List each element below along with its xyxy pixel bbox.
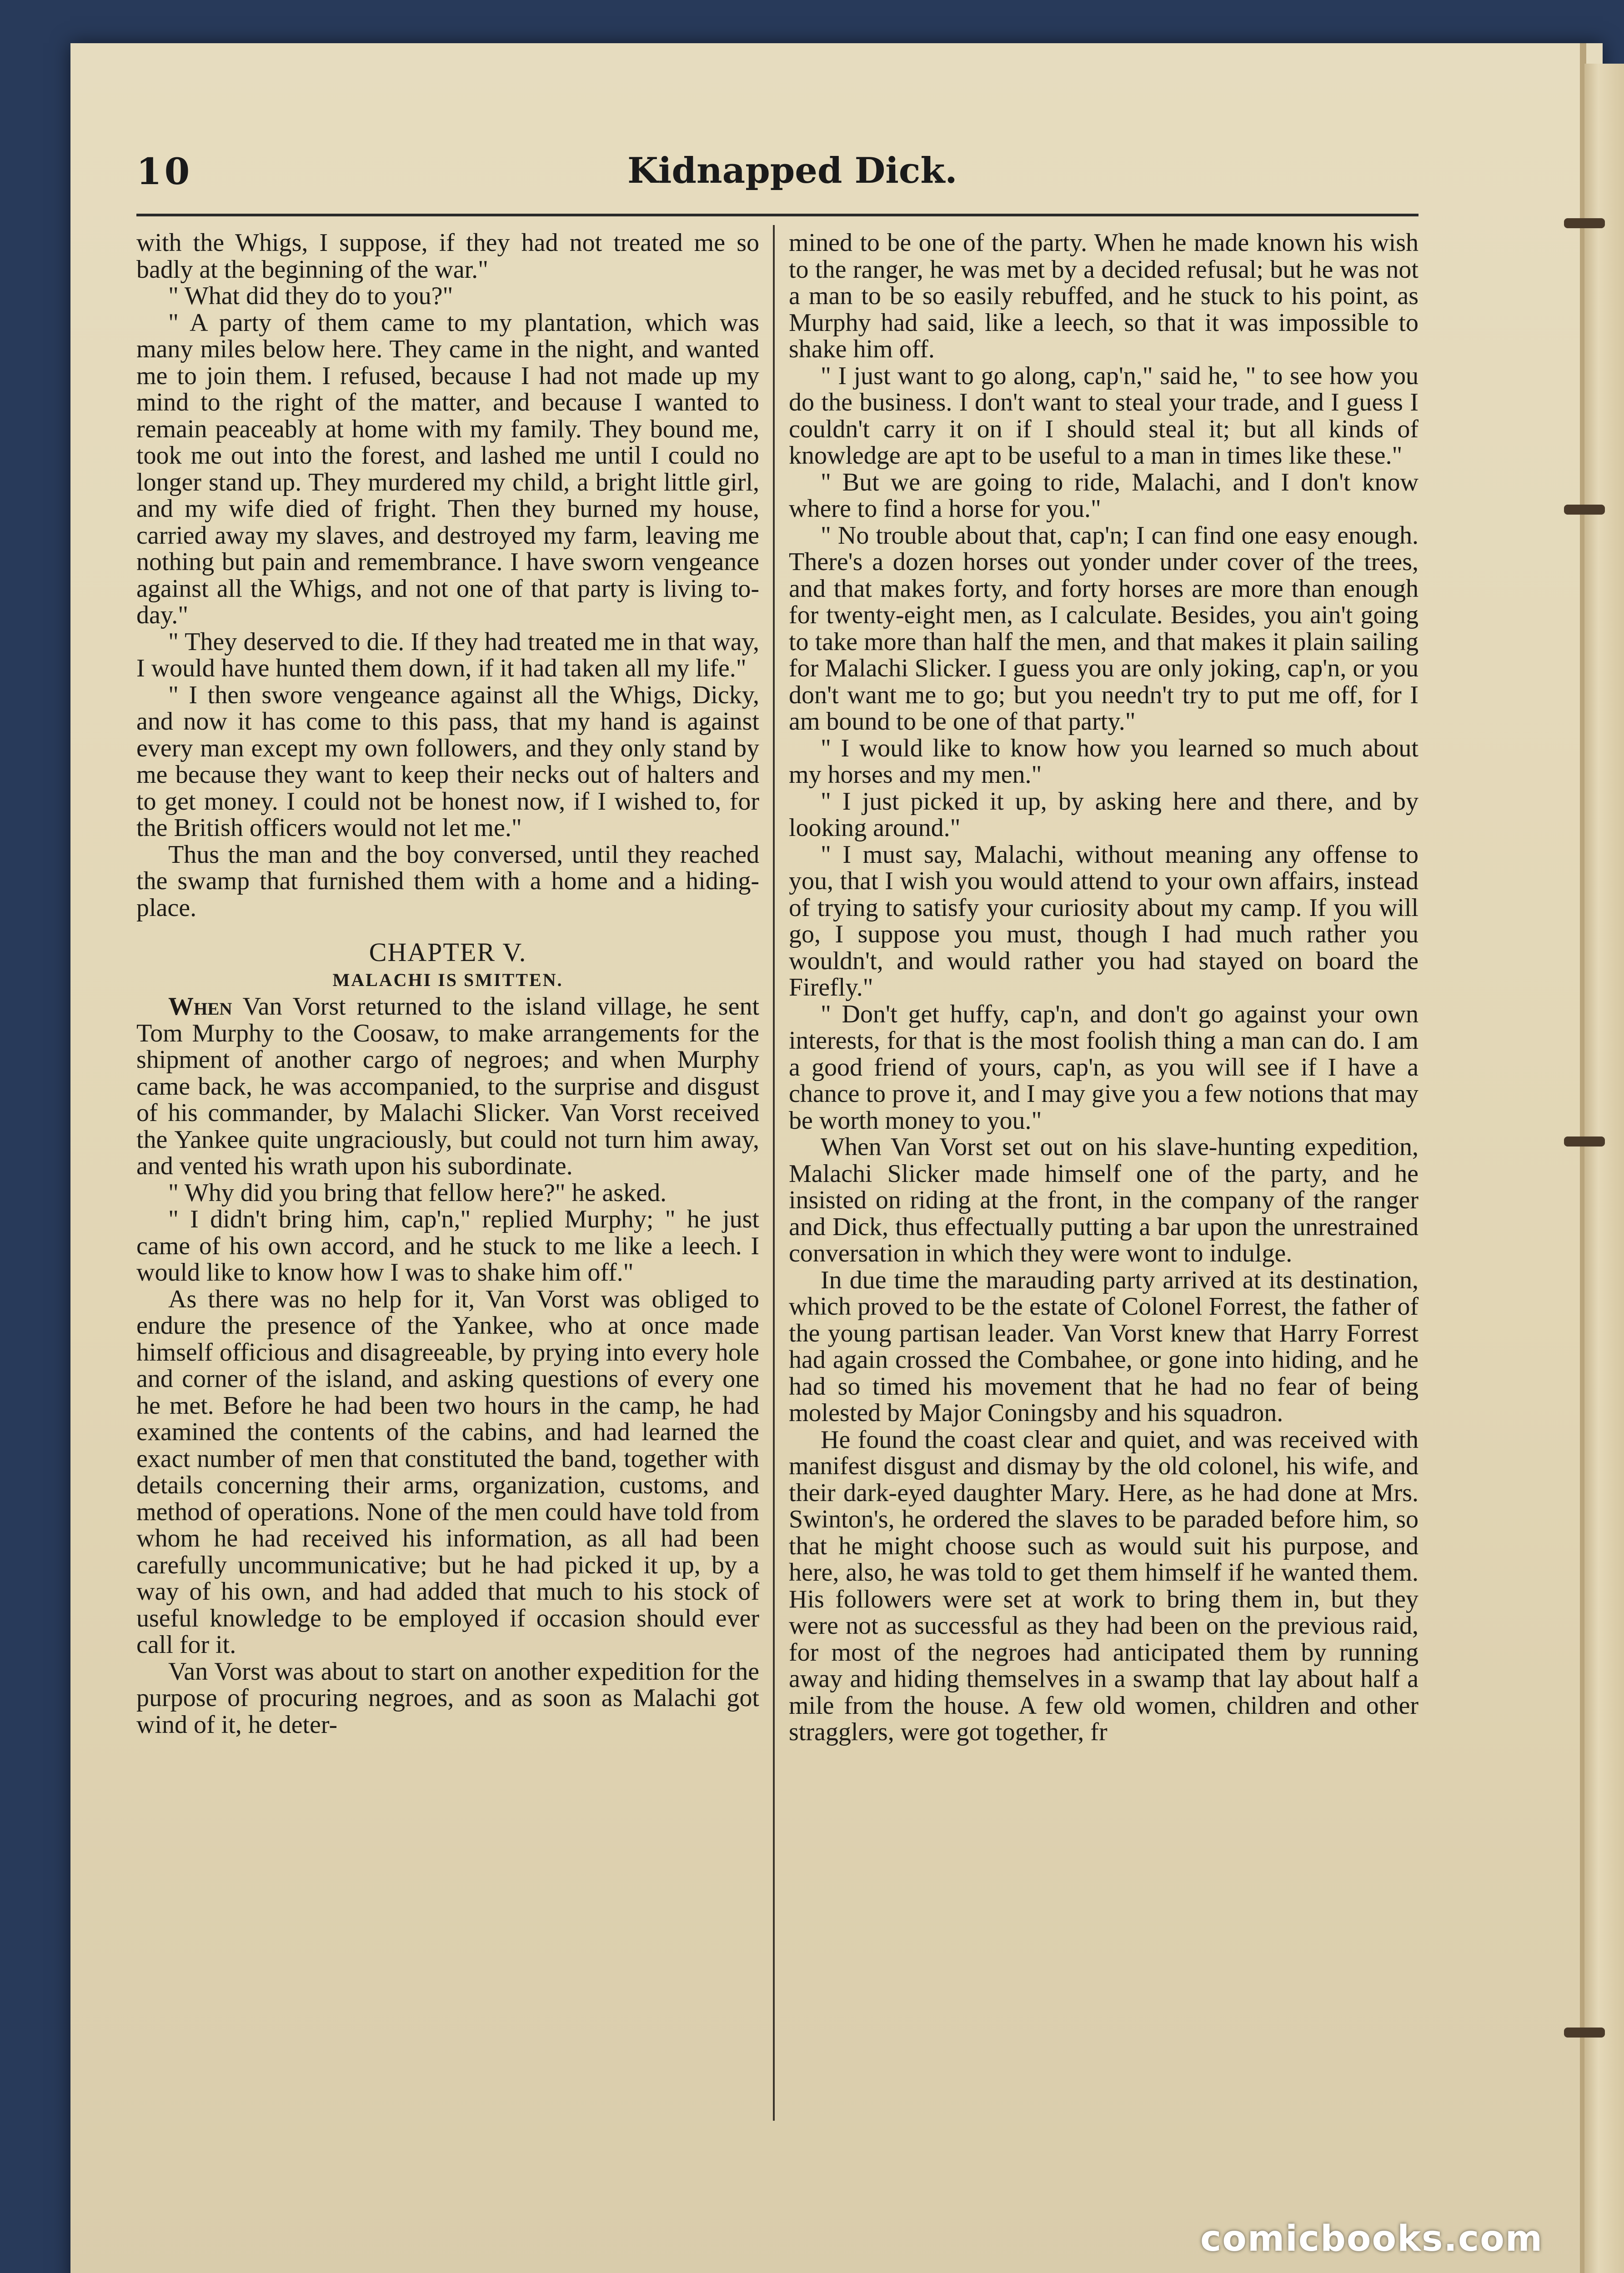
paragraph: " I just picked it up, by asking here and there, and by looking around."	[789, 787, 1418, 842]
binding-thread	[1564, 505, 1605, 515]
paragraph: He found the coast clear and quiet, and was received with manifest disgust and dismay by the old colonel, his wife, and their dark-eyed daughter Mary. Here, as he had done at Mrs. Swinton's, he ordered the slaves to be paraded before him, so that he might choose such as would suit his purpose, and here, also, he was told to get them himself if he wanted them. His followers were set at work to bring them in, but they were not as successful as they had been on the previous raid, for most of the negroes had anticipated them by running away and hiding themselves in a swamp that lay about half a mile from the house. A few old women, children and other stragglers, were got together, fr	[789, 1425, 1418, 1746]
paragraph: " They deserved to die. If they had treated me in that way, I would have hunted them down, if it had taken all my life."	[136, 627, 759, 682]
chapter-subheading: MALACHI IS SMITTEN.	[332, 969, 563, 990]
paragraph: " I just want to go along, cap'n," said he, " to see how you do the business. I don't want to steal your trade, and I guess I couldn't carry it on if I should steal it; but all kinds of knowledge are apt to be useful to a man in times like these."	[789, 361, 1418, 470]
paragraph: Van Vorst was about to start on another expedition for the purpose of procuring negroes, and as soon as Malachi got wind of it, he deter-	[136, 1657, 759, 1739]
paragraph: " Why did you bring that fellow here?" he asked.	[168, 1178, 667, 1207]
paragraph: " Don't get huffy, cap'n, and don't go against your own interests, for that is the most foolish thing a man can do. I am a good friend of yours, cap'n, as you will see if I have a chance to prove it, and I may give you a few notions that may be worth money to you."	[789, 1000, 1418, 1135]
next-page-edge	[1584, 64, 1624, 2273]
paragraph: Thus the man and the boy conversed, until they reached the swamp that furnished them with a home and a hiding-place.	[136, 840, 759, 922]
paragraph: mined to be one of the party. When he made known his wish to the ranger, he was met by a decided refusal; but he was not a man to be so easily rebuffed, and he stuck to his point, as Murphy had said, like a leech, so that it was impossible to shake him off.	[789, 229, 1418, 363]
column-divider	[773, 225, 775, 2121]
binding-thread	[1564, 218, 1605, 228]
paragraph: In due time the marauding party arrived at its destination, which proved to be the estate of Colonel Forrest, the father of the young partisan leader. Van Vorst knew that Harry Forrest had again crossed the Combahee, or gone into hiding, and he had so timed his movement that he had no fear of being molested by Major Coningsby and his squadron.	[789, 1266, 1418, 1427]
paragraph: " I would like to know how you learned so much about my horses and my men."	[789, 734, 1418, 789]
chapter-heading: CHAPTER V.	[369, 937, 527, 967]
paragraph: " No trouble about that, cap'n; I can find one easy enough. There's a dozen horses out yonder under cover of the trees, and that makes forty, and forty horses are more than enough for twenty-eight men, as I calculate. Besides, you ain't going to take more than half the men, and that makes it plain sailing for Malachi Slicker. I guess you are only joking, cap'n, or you don't want me to go; but you needn't try to put me off, for I am bound to be one of that party."	[789, 521, 1418, 736]
opening-text: Van Vorst returned to the island village, he sent Tom Murphy to the Coosaw, to make arrangements for the shipment of another cargo of negroes; and when Murphy came back, he was accompanied, to the surprise and disgust of his commander, by Malachi Slicker. Van Vorst received the Yankee quite ungraciously, but could not turn him away, and vented his wrath upon his subordinate.	[136, 992, 759, 1180]
page-header	[136, 150, 1418, 209]
paragraph: When Van Vorst set out on his slave-hunting expedition, Malachi Slicker made himself one of the party, and he insisted on riding at the front, in the company of the ranger and Dick, thus effectually putting a bar upon the unrestrained conversation in which they were wont to indulge.	[789, 1133, 1418, 1267]
paragraph: " I must say, Malachi, without meaning any offense to you, that I wish you would attend to your own affairs, instead of trying to satisfy your curiosity about my camp. If you will go, I suppose you must, though I had much rather you wouldn't, and would rather you had stayed on board the Firefly."	[789, 840, 1418, 1001]
page-number: 10	[136, 150, 193, 193]
header-rule	[136, 214, 1418, 216]
paragraph: " I then swore vengeance against all the Whigs, Dicky, and now it has come to this pass, that my hand is against every man except my own followers, and they only stand by me because they want to keep their necks out of halters and to get money. I could not be honest now, if I wished to, for the British officers would not let me."	[136, 681, 759, 842]
paragraph: " But we are going to ride, Malachi, and I don't know where to find a horse for you."	[789, 468, 1418, 523]
running-title: Kidnapped Dick.	[627, 150, 957, 191]
opening-word: When	[168, 992, 232, 1021]
right-column	[789, 230, 1418, 1746]
binding-thread	[1564, 1136, 1605, 1147]
paragraph: As there was no help for it, Van Vorst was obliged to endure the presence of the Yankee, who at once made himself officious and disagreeable, by prying into every hole and corner of the island, and asking questions of every one he met. Before he had been two hours in the camp, he had examined the contents of the cabins, and had learned the exact number of men that constituted the band, together with details concerning their arms, organization, customs, and method of operations. None of the men could have told from whom he had received his information, as all had been carefully uncommunicative; but he had picked it up, by a way of his own, and had added that much to his stock of useful knowledge to be employed if occasion should ever call for it.	[136, 1285, 759, 1659]
paragraph: with the Whigs, I suppose, if they had not treated me so badly at the beginning of the war."	[136, 229, 759, 284]
paragraph: " What did they do to you?"	[168, 282, 453, 310]
binding-thread	[1564, 2028, 1605, 2038]
paragraph	[136, 993, 759, 1180]
watermark: comicbooks.com	[1200, 2218, 1544, 2259]
left-column	[136, 230, 759, 1738]
paragraph: " A party of them came to my plantation, which was many miles below here. They came in the night, and wanted me to join them. I refused, because I had not made up my mind to the right of the matter, and because I wanted to remain peaceably at home with my family. They bound me, took me out into the forest, and lashed me until I could no longer stand up. They murdered my child, a bright little girl, and my wife died of fright. Then they burned my house, carried away my slaves, and destroyed my farm, leaving me nothing but pain and remembrance. I have sworn vengeance against all the Whigs, and not one of that party is living to-day."	[136, 308, 759, 629]
paragraph: " I didn't bring him, cap'n," replied Murphy; " he just came of his own accord, and he stuck to me like a leech. I would like to know how I was to shake him off."	[136, 1205, 759, 1287]
